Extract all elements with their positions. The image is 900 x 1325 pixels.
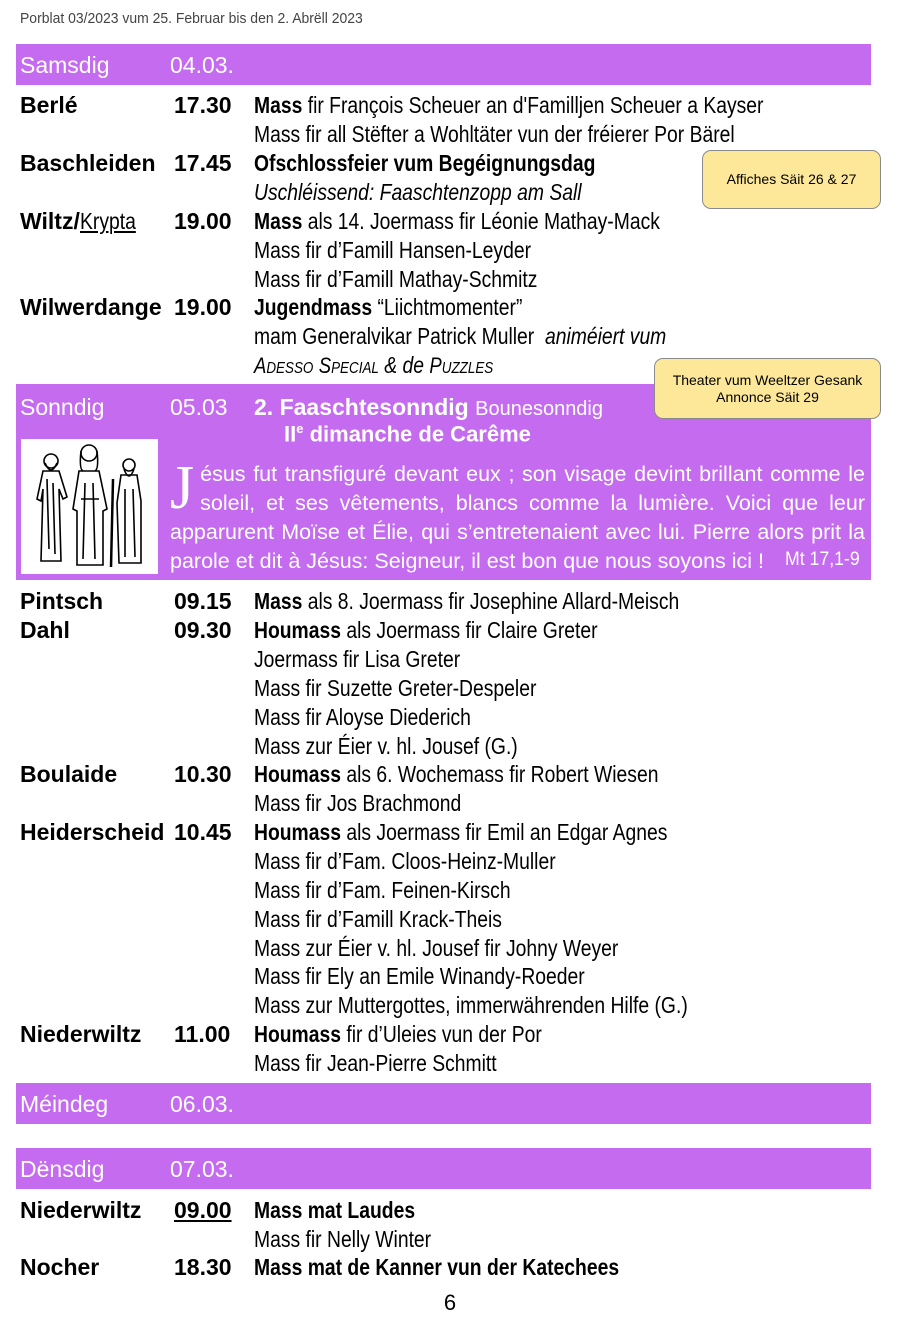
schedule-row: Mass fir d’Fam. Cloos-Heinz-Muller	[254, 848, 556, 874]
day-date: 04.03.	[170, 52, 234, 78]
schedule-row: Pintsch 09.15 Mass als 8. Joermass fir Josephine Allard-Meisch	[20, 588, 680, 614]
schedule-row: ADESSO SPECIAL & de PUZZLES	[254, 352, 494, 378]
day-band-monday: Méindeg 06.03.	[16, 1083, 871, 1124]
schedule-row: Mass fir d’Fam. Feinen-Kirsch	[254, 877, 511, 903]
sunday-title: 2. Faaschtesonndig	[254, 394, 469, 420]
schedule-row: Wilwerdange 19.00 Jugendmass “Liichtmomenter”	[20, 294, 523, 320]
schedule-row: Mass zur Éier v. hl. Jousef (G.)	[254, 733, 518, 759]
page-number: 6	[443, 1290, 457, 1315]
day-label: Sonndig	[20, 394, 105, 420]
gospel-quote: Jésus fut transfiguré devant eux ; son visage devint brillant comme le soleil, et ses vêtements, blancs comme la lumière. Voici que leur apparurent Moïse et Élie, qui s’entretenaient avec lui. Pierre alors prit la parole et dit à Jésus: Seigneur, il est bon que nous soyons ici !	[170, 454, 865, 573]
schedule-row: mam Generalvikar Patrick Muller animéiert vum	[254, 323, 667, 349]
schedule-row: Mass fir d’Famill Hansen-Leyder	[254, 237, 532, 263]
day-band-saturday	[16, 44, 871, 85]
day-band-sunday: Sonndig 05.03 2. Faaschtesonndig Bounesonndig IIe dimanche de Carême	[16, 384, 871, 580]
schedule-row: Joermass fir Lisa Greter	[254, 646, 461, 672]
schedule-row: Mass zur Éier v. hl. Jousef fir Johny Weyer	[254, 935, 619, 961]
gospel-reference: Mt 17,1-9	[785, 549, 860, 570]
sticky-note-theater: Theater vum Weeltzer Gesank Annonce Säit 29	[654, 358, 881, 419]
quote-initial: J	[170, 454, 195, 522]
schedule-row: Nocher 18.30 Mass mat de Kanner vun der Katechees	[20, 1254, 620, 1280]
schedule-row: Mass fir all Stëfter a Wohltäter vun der fréierer Por Bärel	[254, 121, 735, 147]
sticky-note-affiches: Affiches Säit 26 & 27	[702, 150, 881, 209]
schedule-row: Mass fir d’Famill Krack-Theis	[254, 906, 502, 932]
schedule-row: Dahl 09.30 Houmass als Joermass fir Claire Greter	[20, 617, 598, 643]
schedule-row: Baschleiden 17.45 Ofschlossfeier vum Begéignungsdag	[20, 150, 596, 176]
schedule-row: Boulaide 10.30 Houmass als 6. Wochemass fir Robert Wiesen	[20, 761, 659, 787]
schedule-row: Mass fir Ely an Emile Winandy-Roeder	[254, 963, 585, 989]
schedule-row: Wiltz/Krypta 19.00 Mass als 14. Joermass fir Léonie Mathay-Mack	[20, 208, 660, 234]
schedule-row: Mass fir Jos Brachmond	[254, 790, 462, 816]
schedule-row: Mass fir Nelly Winter	[254, 1226, 432, 1252]
schedule-row: Berlé 17.30 Mass fir François Scheuer an d'Familljen Scheuer a Kayser	[20, 92, 764, 118]
schedule-row: Mass fir Suzette Greter-Despeler	[254, 675, 537, 701]
schedule-row: Mass fir d’Famill Mathay-Schmitz	[254, 266, 538, 292]
schedule-row: Heiderscheid 10.45 Houmass als Joermass fir Emil an Edgar Agnes	[20, 819, 668, 845]
sunday-subtitle: IIe dimanche de Carême	[284, 421, 531, 447]
schedule-row: Uschléissend: Faaschtenzopp am Sall	[254, 179, 582, 205]
schedule-row: Niederwiltz 09.00 Mass mat Laudes	[20, 1197, 416, 1223]
schedule-row: Mass zur Muttergottes, immerwährenden Hilfe (G.)	[254, 992, 688, 1018]
day-label: Samsdig	[20, 52, 110, 78]
schedule-row: Niederwiltz 11.00 Houmass fir d’Uleies vun der Por	[20, 1021, 542, 1047]
page-header: Porblat 03/2023 vum 25. Februar bis den 2. Abrëll 2023	[20, 10, 363, 27]
schedule-row: Mass fir Aloyse Diederich	[254, 704, 471, 730]
transfiguration-illustration	[21, 439, 158, 574]
day-band-tuesday: Dënsdig 07.03.	[16, 1148, 871, 1189]
day-date: 05.03	[170, 394, 228, 420]
schedule-row: Mass fir Jean-Pierre Schmitt	[254, 1050, 497, 1076]
